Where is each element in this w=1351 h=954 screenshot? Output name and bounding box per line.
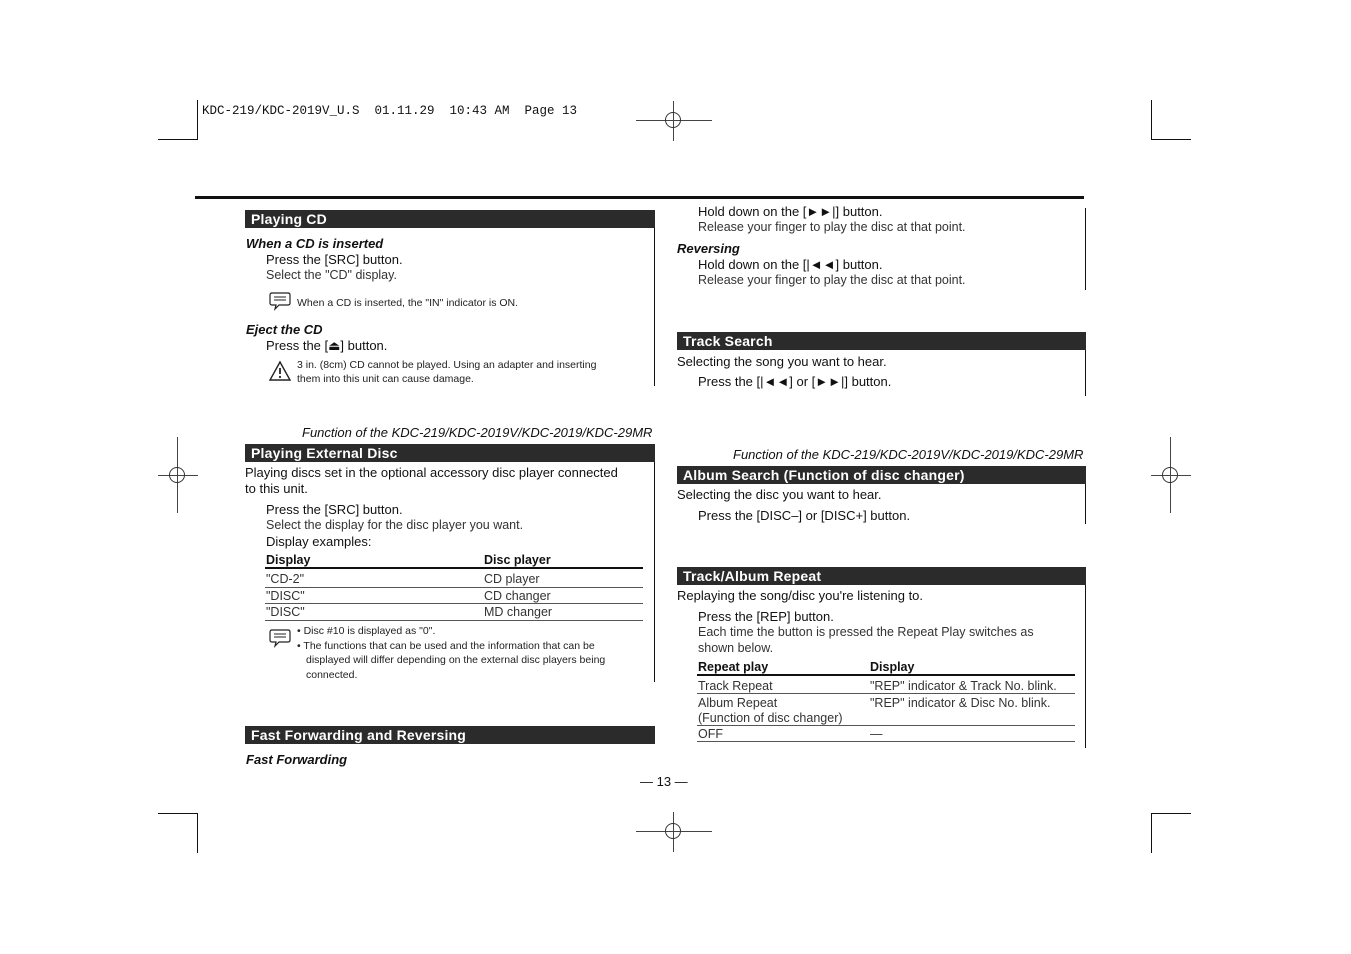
instruction-detail: Select the "CD" display.	[266, 268, 397, 282]
paragraph: Playing discs set in the optional accessory disc player connected	[245, 465, 618, 480]
paragraph: Selecting the disc you want to hear.	[677, 487, 882, 502]
instruction-detail: Select the display for the disc player you want.	[266, 518, 524, 532]
table-cell: "DISC"	[266, 605, 305, 619]
table-header: Disc player	[484, 553, 551, 567]
table-rule	[265, 603, 643, 604]
subheading: When a CD is inserted	[246, 236, 384, 251]
table-rule	[697, 674, 1075, 676]
warning-icon	[268, 360, 292, 382]
table-cell: "REP" indicator & Disc No. blink.	[870, 696, 1051, 710]
crop-mark	[197, 813, 198, 853]
instruction-detail: shown below.	[698, 641, 774, 655]
section-title-playing-cd: Playing CD	[245, 210, 655, 228]
crop-mark	[1151, 100, 1152, 140]
note-icon	[269, 291, 291, 311]
table-cell: CD changer	[484, 589, 551, 603]
table-rule	[697, 741, 1075, 742]
column-rule	[654, 444, 655, 682]
instruction: Press the [SRC] button.	[266, 252, 403, 267]
instruction-detail: Release your finger to play the disc at that point.	[698, 220, 966, 234]
note-text: • The functions that can be used and the information that can be	[297, 640, 595, 652]
registration-mark	[636, 812, 712, 852]
function-note: Function of the KDC-219/KDC-2019V/KDC-2019/KDC-29MR	[302, 425, 653, 440]
table-header: Display	[870, 660, 915, 674]
note-text: When a CD is inserted, the "IN" indicator is ON.	[297, 297, 519, 309]
warning-text: them into this unit can cause damage.	[297, 373, 474, 385]
table-cell: (Function of disc changer)	[698, 711, 843, 725]
table-cell: "DISC"	[266, 589, 305, 603]
function-note: Function of the KDC-219/KDC-2019V/KDC-2019/KDC-29MR	[733, 447, 1084, 462]
section-title-fast-forwarding: Fast Forwarding and Reversing	[245, 726, 655, 744]
registration-mark	[636, 101, 712, 141]
crop-mark	[1151, 813, 1191, 814]
top-rule	[195, 196, 1084, 199]
subheading: Fast Forwarding	[246, 752, 348, 767]
table-header: Repeat play	[698, 660, 769, 674]
instruction: Hold down on the [|◄◄] button.	[698, 257, 883, 272]
subheading: Eject the CD	[246, 322, 323, 337]
section-title-repeat: Track/Album Repeat	[677, 567, 1086, 585]
column-rule	[1085, 567, 1086, 748]
table-cell: "CD-2"	[266, 572, 305, 586]
instruction: Press the [|◄◄] or [►►|] button.	[698, 374, 892, 389]
instruction: Press the [DISC–] or [DISC+] button.	[698, 508, 911, 523]
warning-text: 3 in. (8cm) CD cannot be played. Using an adapter and inserting	[297, 359, 597, 371]
table-cell: OFF	[698, 727, 723, 741]
paragraph: Replaying the song/disc you're listening to.	[677, 588, 924, 603]
crop-mark	[197, 100, 198, 140]
registration-mark	[158, 437, 198, 513]
table-rule	[265, 620, 643, 621]
column-rule	[1085, 208, 1086, 290]
table-cell: Track Repeat	[698, 679, 773, 693]
note-text: • Disc #10 is displayed as "0".	[297, 625, 436, 637]
crop-mark	[158, 139, 198, 140]
table-cell: MD changer	[484, 605, 553, 619]
instruction: Display examples:	[266, 534, 372, 549]
instruction: Press the [⏏] button.	[266, 338, 388, 353]
registration-mark	[1151, 437, 1191, 513]
subheading: Reversing	[677, 241, 740, 256]
table-cell: Album Repeat	[698, 696, 778, 710]
section-title-album-search: Album Search (Function of disc changer)	[677, 466, 1086, 484]
instruction-detail: Each time the button is pressed the Repeat Play switches as	[698, 625, 1034, 639]
table-rule	[697, 693, 1075, 694]
crop-mark	[1151, 813, 1152, 853]
crop-mark	[1151, 139, 1191, 140]
table-cell: "REP" indicator & Track No. blink.	[870, 679, 1057, 693]
column-rule	[654, 210, 655, 386]
print-header: KDC-219/KDC-2019V_U.S 01.11.29 10:43 AM Page 13	[202, 104, 578, 118]
table-rule	[265, 587, 643, 588]
instruction: Press the [SRC] button.	[266, 502, 403, 517]
page-number: — 13 —	[640, 774, 688, 789]
instruction-detail: Release your finger to play the disc at that point.	[698, 273, 966, 287]
table-header: Display	[266, 553, 311, 567]
note-text: displayed will differ depending on the external disc players being	[306, 654, 606, 666]
section-title-track-search: Track Search	[677, 332, 1086, 350]
paragraph: Selecting the song you want to hear.	[677, 354, 887, 369]
instruction: Hold down on the [►►|] button.	[698, 204, 883, 219]
table-cell: —	[870, 727, 883, 741]
note-text: connected.	[306, 669, 358, 681]
table-cell: CD player	[484, 572, 540, 586]
table-rule	[697, 725, 1075, 726]
table-rule	[265, 567, 643, 569]
note-icon	[269, 628, 291, 648]
paragraph: to this unit.	[245, 481, 308, 496]
crop-mark	[158, 813, 198, 814]
instruction: Press the [REP] button.	[698, 609, 834, 624]
section-title-external-disc: Playing External Disc	[245, 444, 655, 462]
